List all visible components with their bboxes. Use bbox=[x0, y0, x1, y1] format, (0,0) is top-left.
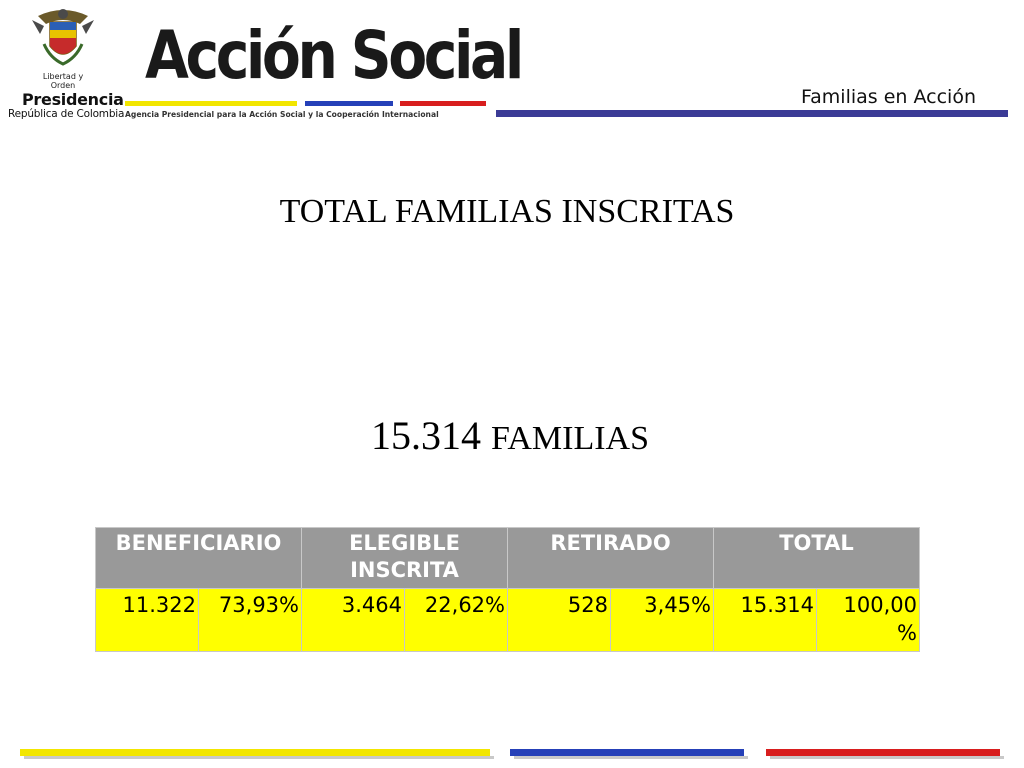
logo-bar-yellow bbox=[125, 101, 297, 106]
total-percent: 100,00 % bbox=[817, 589, 920, 652]
total-families bbox=[0, 412, 1020, 459]
presidencia-label: Presidencia bbox=[22, 90, 124, 109]
logo-bar-blue bbox=[305, 101, 393, 106]
elegible-count: 3.464 bbox=[302, 589, 405, 652]
logo-bar-red bbox=[400, 101, 486, 106]
footer-bar-blue bbox=[510, 749, 744, 756]
accion-social-logo: Acción Social bbox=[145, 17, 521, 94]
agency-tagline: Agencia Presidencial para la Acción Social y la Cooperación Internacional bbox=[125, 110, 439, 119]
header-elegible-inscrita: ELEGIBLE INSCRITA bbox=[302, 528, 508, 589]
footer-bar-yellow bbox=[20, 749, 490, 756]
retirado-count: 528 bbox=[508, 589, 611, 652]
footer-bar-red bbox=[766, 749, 1000, 756]
republica-label: República de Colombia bbox=[8, 108, 125, 120]
table-header-row bbox=[96, 528, 920, 589]
motto-text: Libertad y Orden bbox=[42, 72, 84, 90]
total-number: 15.314 bbox=[370, 413, 481, 458]
coat-of-arms-icon bbox=[30, 6, 96, 70]
page-title: TOTAL FAMILIAS INSCRITAS bbox=[279, 193, 735, 230]
retirado-percent: 3,45% bbox=[611, 589, 714, 652]
beneficiario-percent: 73,93% bbox=[199, 589, 302, 652]
header-beneficiario: BENEFICIARIO bbox=[96, 528, 302, 589]
header-retirado: RETIRADO bbox=[508, 528, 714, 589]
section-title: Familias en Acción bbox=[800, 86, 976, 108]
families-table bbox=[95, 527, 920, 652]
footer-shadow-blue bbox=[514, 756, 748, 759]
footer-shadow-yellow bbox=[24, 756, 494, 759]
beneficiario-count: 11.322 bbox=[96, 589, 199, 652]
header-divider bbox=[496, 110, 1008, 117]
table-row bbox=[96, 589, 920, 652]
footer-shadow-red bbox=[770, 756, 1004, 759]
total-unit: FAMILIAS bbox=[490, 420, 650, 457]
elegible-percent: 22,62% bbox=[405, 589, 508, 652]
total-count: 15.314 bbox=[714, 589, 817, 652]
header-total: TOTAL bbox=[714, 528, 920, 589]
